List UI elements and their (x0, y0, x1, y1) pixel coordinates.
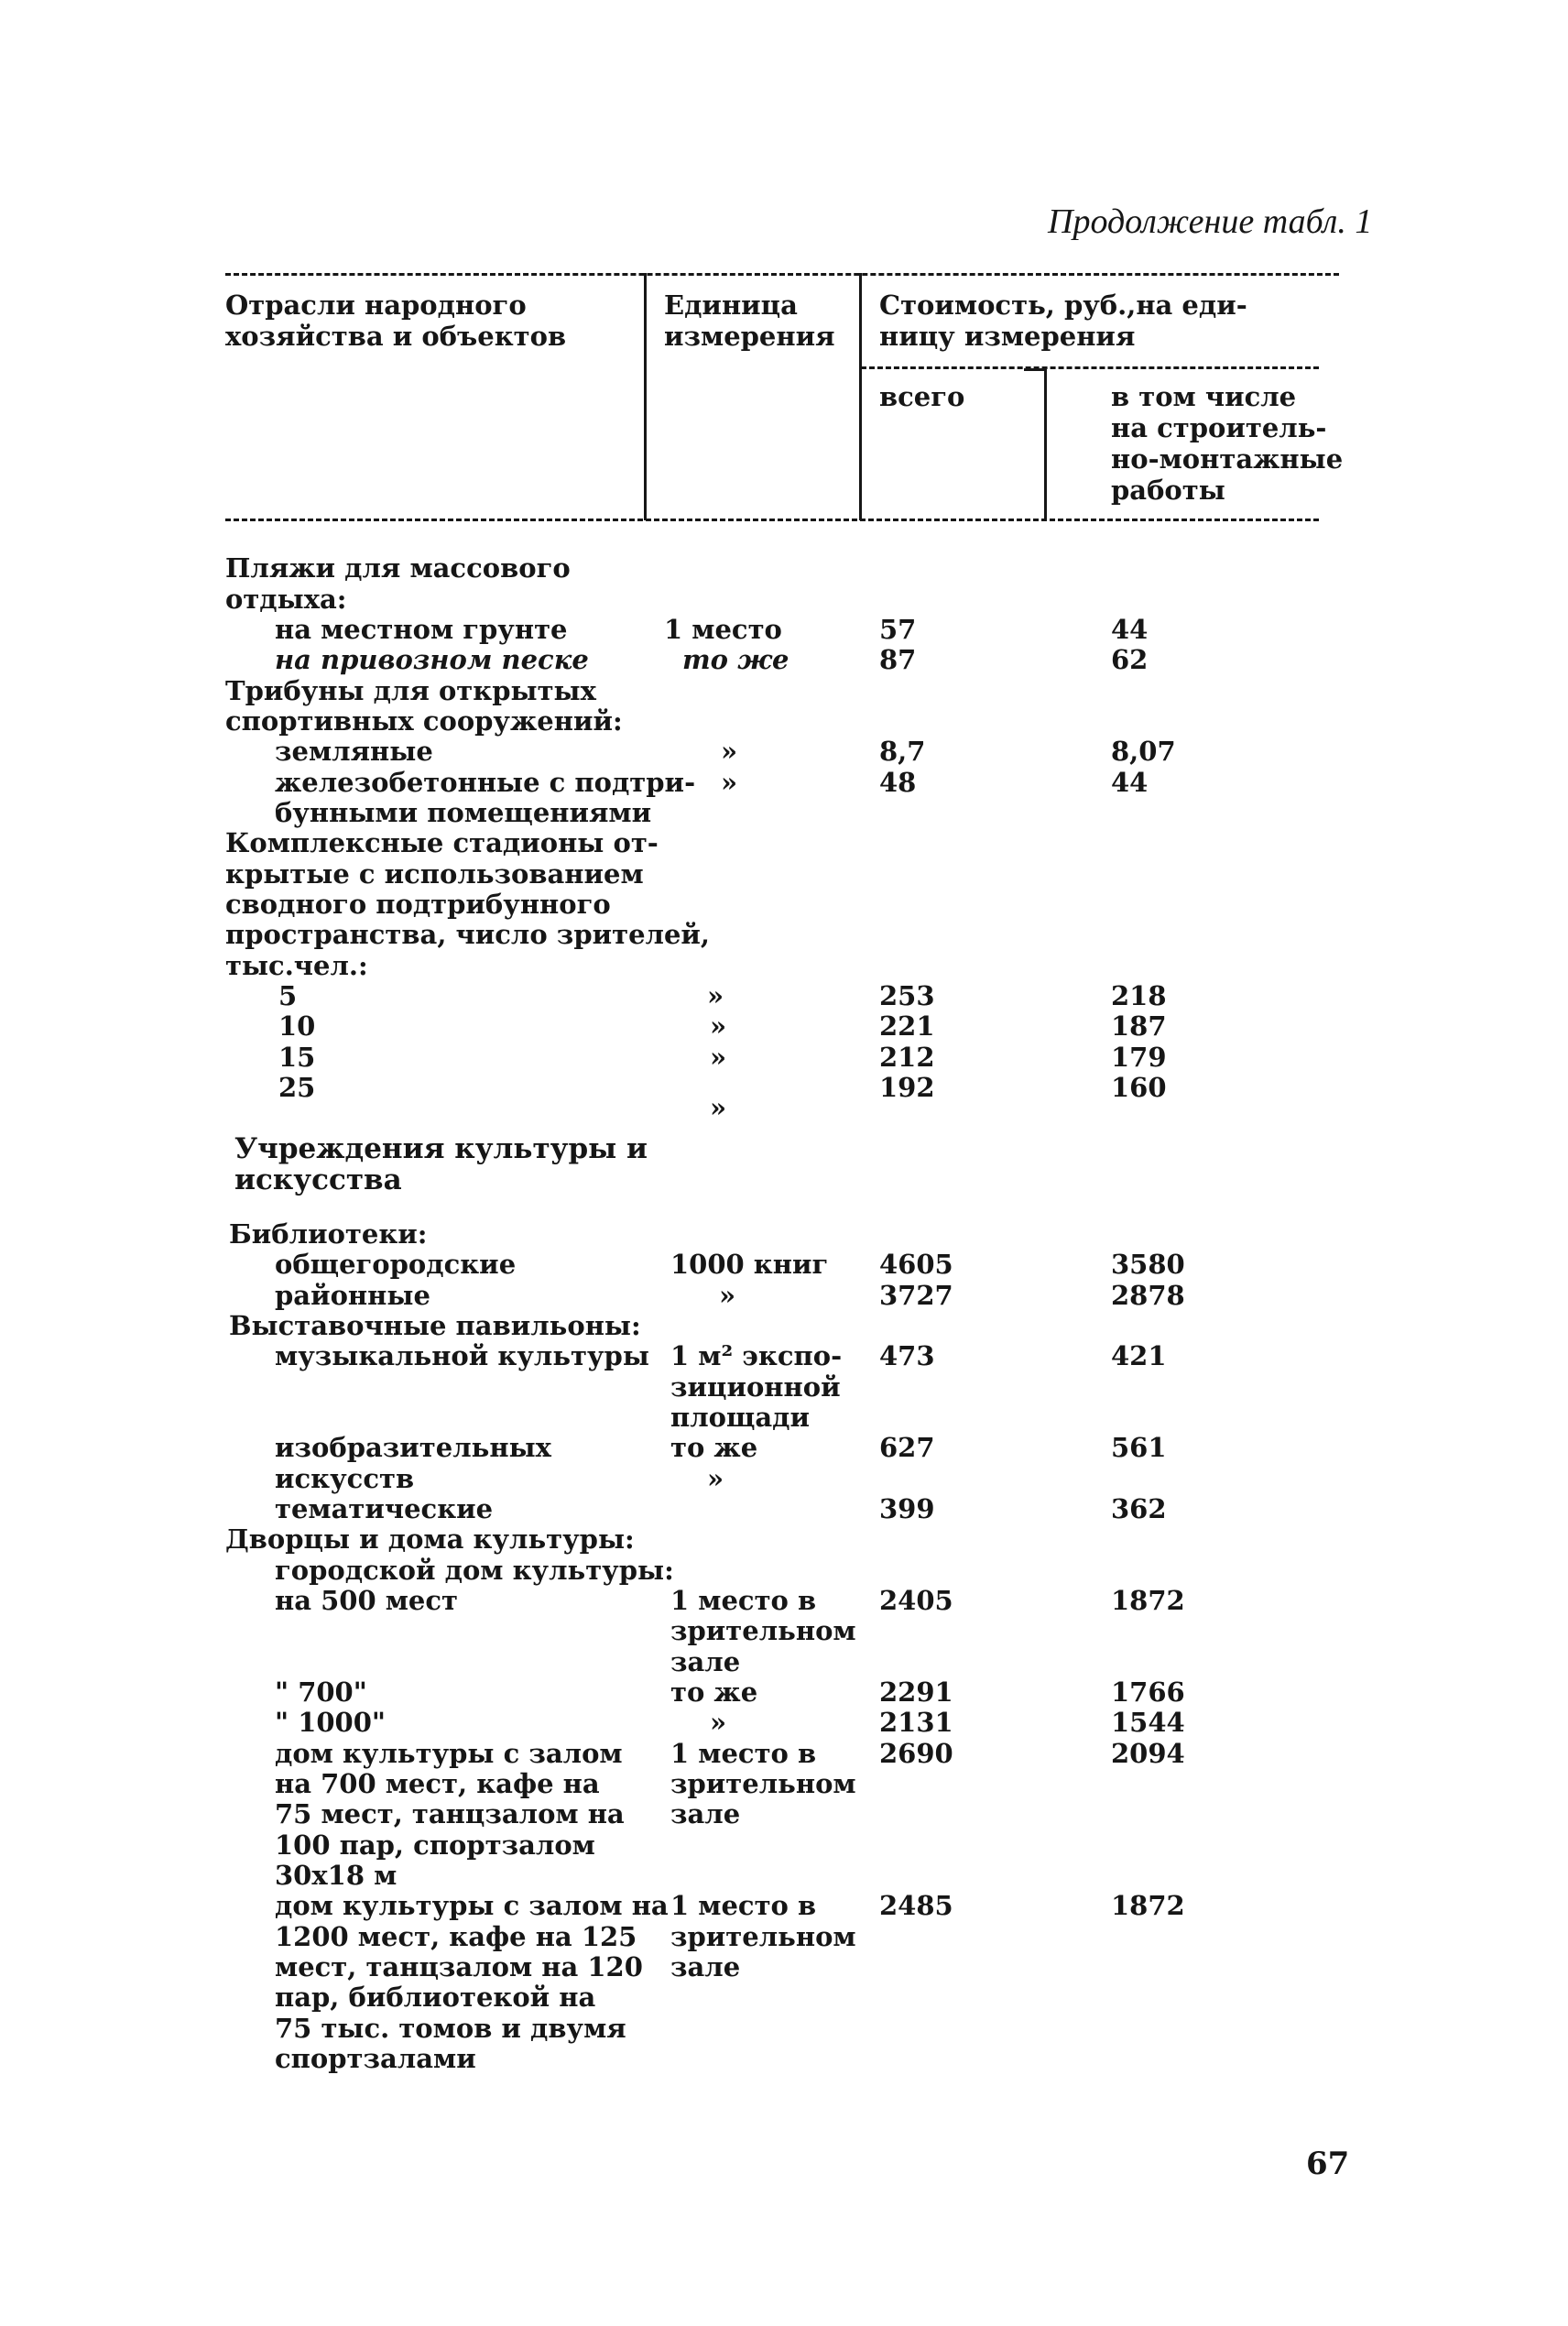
header-col-cost: Стоимость, руб.,на еди- ницу измерения (879, 289, 1247, 352)
header-col-industries: Отрасли народного хозяйства и объектов (225, 289, 567, 352)
table-continuation-caption: Продолжение табл. 1 (1048, 202, 1373, 241)
column-divider-3 (1044, 368, 1047, 520)
column-divider-1 (644, 273, 647, 520)
header-sub-total: всего (879, 381, 965, 412)
subheader-rule (861, 366, 1319, 369)
column-divider-3-foot (1024, 368, 1046, 371)
header-top-rule (225, 273, 1339, 276)
page-number: 67 (1306, 2146, 1350, 2182)
header-col-unit: Единица измерения (664, 289, 835, 352)
header-bottom-rule (225, 519, 1319, 521)
column-divider-2 (859, 273, 862, 520)
section-heading: Учреждения культуры и искусства (234, 1132, 648, 1196)
header-sub-construction: в том числе на строитель- но-монтажные работы (1111, 381, 1344, 506)
